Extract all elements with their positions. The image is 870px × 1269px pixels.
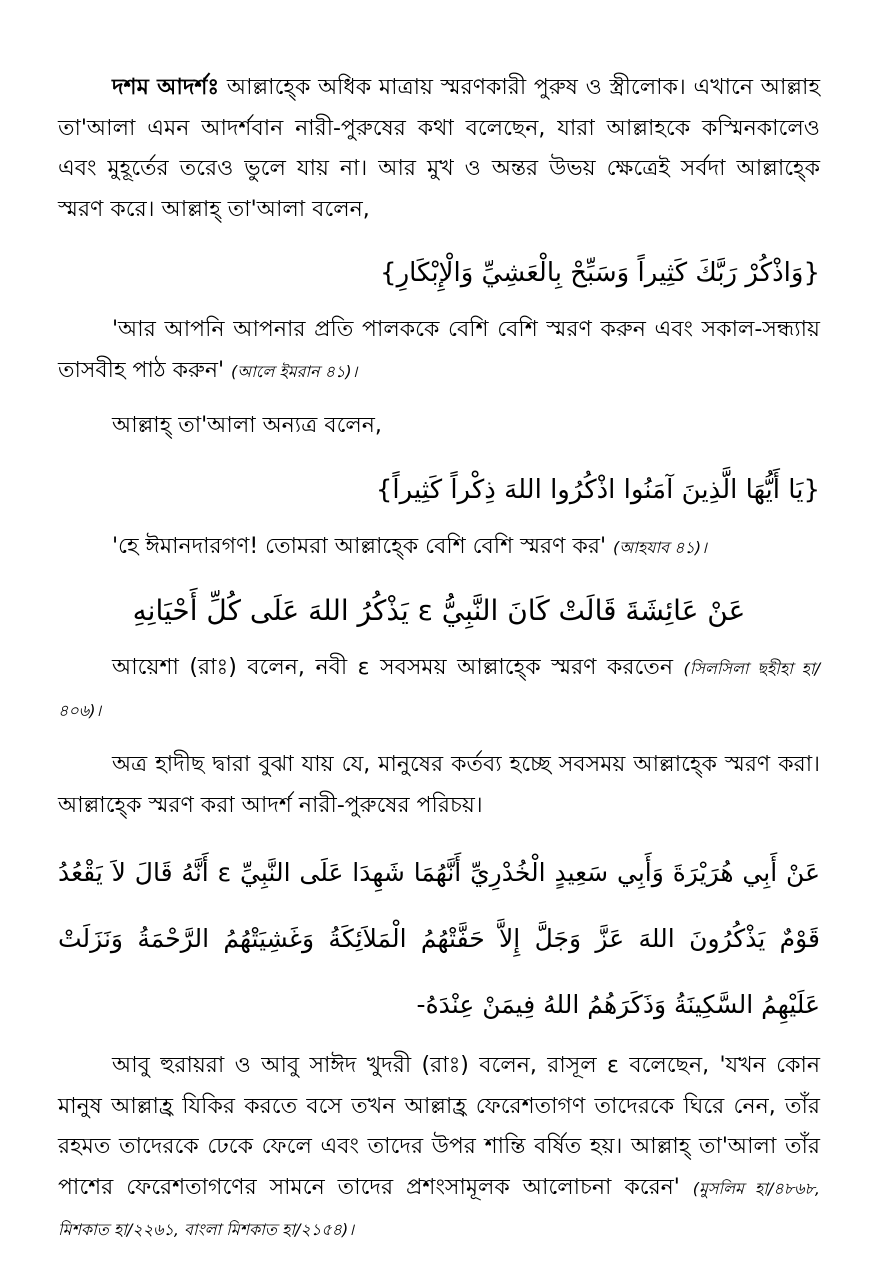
translation-text: 'হে ঈমানদারগণ! তোমরা আল্লাহ্কে বেশি বেশি স্মরণ কর': [112, 533, 606, 559]
arabic-text: {يَا أَيُّهَا الَّذِينَ آمَنُوا اذْكُرُوا اللهَ ذِكْراً كَثِيراً}: [375, 474, 820, 505]
paragraph-tenth-ideal: [58, 68, 820, 230]
paragraph-translation-1: [58, 310, 820, 392]
citation: (মুসলিম হা/৪৮৬৮, মিশকাত হা/২২৬১, বাংলা মিশকাত হা/২১৫৪)।: [58, 1178, 820, 1239]
paragraph-hadith-1-translation: [58, 648, 820, 731]
arabic-verse-2: [58, 461, 820, 519]
arabic-verse-1: [58, 244, 820, 302]
arabic-text: عَنْ أَبِي هُرَيْرَةَ وَأَبِي سَعِيدٍ الْخُدْرِيِّ أَنَّهُمَا شَهِدَا عَلَى النَّبِيِّ ε أَنَّهُ قَالَ لاَ يَقْعُدُ قَوْمٌ يَذْكُرُونَ اللهَ عَزَّ وَجَلَّ إِلاَّ حَفَّتْهُمُ الْمَلاَئِكَةُ وَغَشِيَتْهُمُ الرَّحْمَةُ وَنَزَلَتْ عَلَيْهِمُ السَّكِينَةُ وَذَكَرَهُمُ اللهُ فِيمَنْ عِنْدَهُ-: [58, 858, 820, 1019]
citation: (আহযাব ৪১)।: [613, 537, 707, 557]
paragraph-commentary: [58, 745, 820, 826]
paragraph-intro-2: [58, 406, 820, 447]
section-heading: দশম আদর্শঃ: [112, 75, 220, 100]
translation-text: আয়েশা (রাঃ) বলেন, নবী ε সবসময় আল্লাহ্কে স্মরণ করতেন: [112, 655, 673, 680]
citation: (আলে ইমরান ৪১)।: [231, 361, 358, 381]
translation-text: 'আর আপনি আপনার প্রতি পালককে বেশি বেশি স্মরণ করুন এবং সকাল-সন্ধ্যায় তাসবীহ পাঠ করুন': [58, 317, 820, 383]
arabic-hadith-1: [58, 582, 820, 640]
arabic-text: {وَاذْكُرْ رَبَّكَ كَثِيراً وَسَبِّحْ بِالْعَشِيِّ وَالْإِبْكَارِ}: [380, 258, 820, 288]
paragraph-text: আল্লাহ্ তা'আলা অন্যত্র বলেন,: [112, 413, 382, 438]
paragraph-text: আল্লাহ্কে অধিক মাত্রায় স্মরণকারী পুরুষ ও স্ত্রীলোক। এখানে আল্লাহ তা'আলা এমন আদর্শবান নারী-পুরুষের কথা বলেছেন, যারা আল্লাহকে কস্মিনকালেও এবং মুহূর্তের তরেও ভুলে যায় না। আর মুখ ও অন্তর উভয় ক্ষেত্রেই সর্বদা আল্লাহ্কে স্মরণ করে। আল্লাহ্ তা'আলা বলেন,: [58, 75, 820, 222]
citation: (সিলসিলা ছহীহা হা/৪০৬)।: [58, 659, 820, 720]
arabic-hadith-2: [58, 840, 820, 1038]
paragraph-hadith-2-translation: [58, 1046, 820, 1251]
translation-text: আবু হুরায়রা ও আবু সাঈদ খুদরী (রাঃ) বলেন, রাসূল ε বলেছেন, 'যখন কোন মানুষ আল্লাহ্র যিকির করতে বসে তখন আল্লাহ্র ফেরেশতাগণ তাদেরকে ঘিরে নেন, তাঁর রহমত তাদেরকে ঢেকে ফেলে এবং তাদের উপর শান্তি বর্ষিত হয়। আল্লাহ্ তা'আলা তাঁর পাশের ফেরেশতাগণের সামনে তাদের প্রশংসামূলক আলোচনা করেন': [58, 1053, 820, 1200]
paragraph-translation-2: [58, 527, 820, 569]
paragraph-text: অত্র হাদীছ দ্বারা বুঝা যায় যে, মানুষের কর্তব্য হচ্ছে সবসময় আল্লাহ্কে স্মরণ করা। আল্লাহ্কে স্মরণ করা আদর্শ নারী-পুরুষের পরিচয়।: [58, 752, 820, 818]
arabic-text: عَنْ عَائِشَةَ قَالَتْ كَانَ النَّبِيُّ ε يَذْكُرُ اللهَ عَلَى كُلِّ أَحْيَانِهِ: [132, 594, 746, 627]
